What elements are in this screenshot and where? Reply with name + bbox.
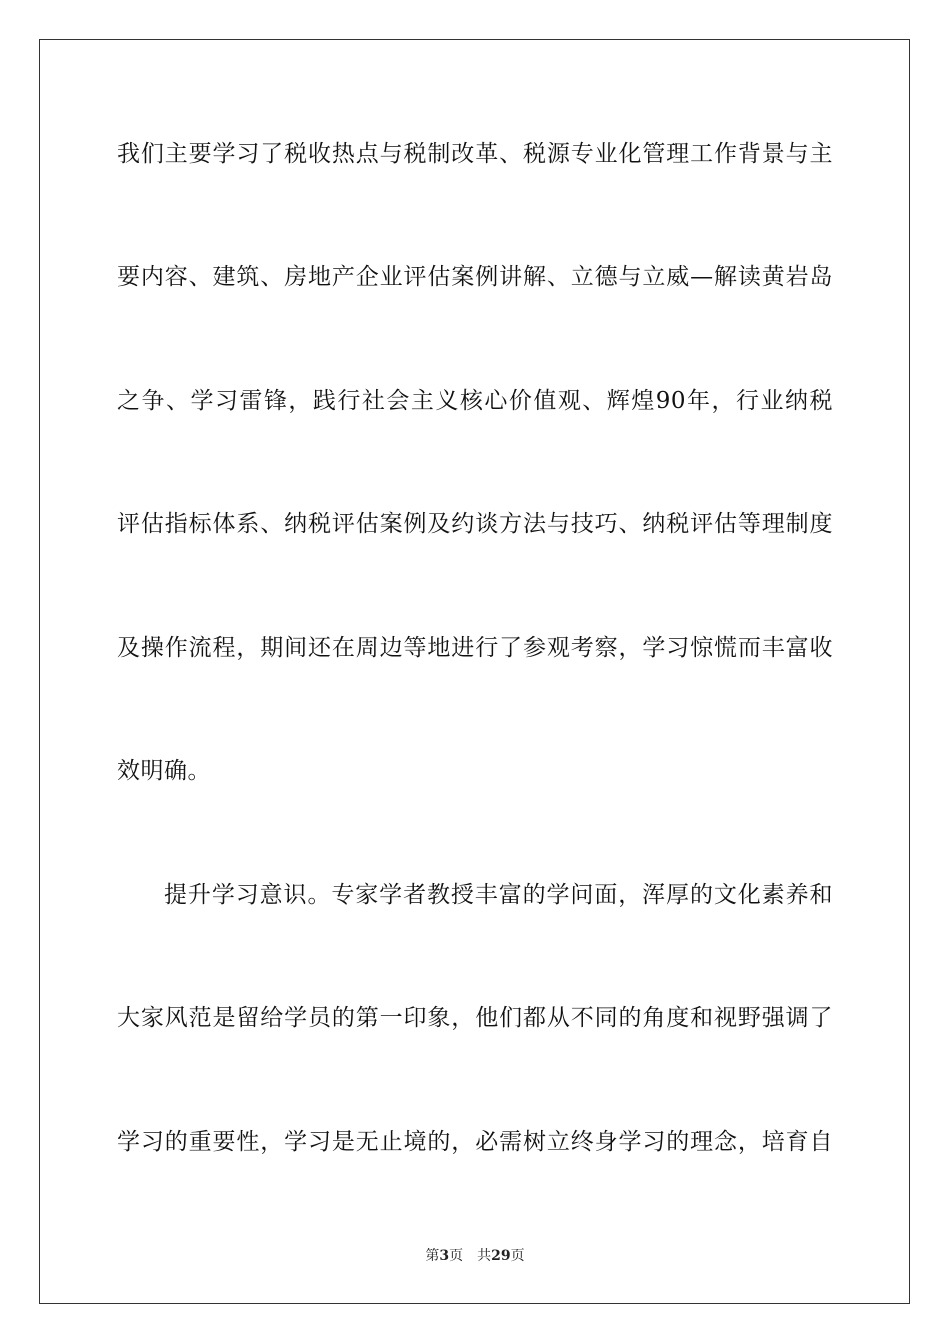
paragraph-start-line: 提升学习意识。专家学者教授丰富的学问面，浑厚的文化素养和 (164, 882, 833, 908)
page-frame (39, 39, 910, 1304)
text-line-8: 大家风范是留给学员的第一印象，他们都从不同的角度和视野强调了 (117, 1005, 833, 1031)
total-pages: 29 (491, 1248, 511, 1264)
page-number: 3 (439, 1248, 450, 1264)
total-prefix: 共 (477, 1248, 492, 1264)
page-prefix: 第 (425, 1248, 440, 1264)
total-suffix: 页 (510, 1248, 525, 1264)
text-line-9: 学习的重要性，学习是无止境的，必需树立终身学习的理念，培育自 (117, 1129, 833, 1155)
text-line-6: 效明确。 (117, 758, 211, 784)
text-line-4: 评估指标体系、纳税评估案例及约谈方法与技巧、纳税评估等理制度 (117, 511, 833, 537)
page-suffix: 页 (449, 1248, 464, 1264)
page-footer (0, 1247, 950, 1265)
text-line-1: 我们主要学习了税收热点与税制改革、税源专业化管理工作背景与主 (117, 141, 833, 167)
text-line-5: 及操作流程，期间还在周边等地进行了参观考察，学习惊慌而丰富收 (117, 635, 833, 661)
text-line-2: 要内容、建筑、房地产企业评估案例讲解、立德与立威—解读黄岩岛 (117, 264, 833, 290)
text-line-3: 之争、学习雷锋，践行社会主义核心价值观、辉煌90年，行业纳税 (117, 388, 833, 414)
